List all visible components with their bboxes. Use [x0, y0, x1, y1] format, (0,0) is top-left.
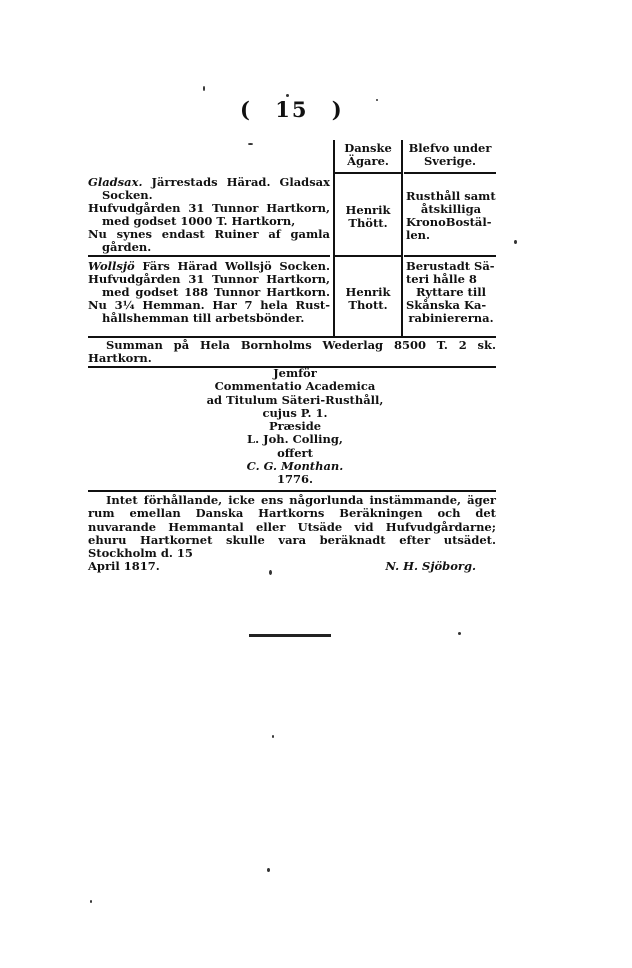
signature-line — [88, 560, 496, 573]
status-line: len. — [406, 228, 431, 242]
estate-line: Nu synes endast Ruiner af gamla — [88, 227, 330, 241]
scan-speck — [286, 94, 289, 97]
owner-line: Henrik — [345, 285, 391, 299]
estate-line: med godset 1000 T. Hartkorn, — [102, 214, 296, 228]
scan-speck — [458, 632, 461, 635]
header-status-line: Blefvo under — [408, 141, 492, 155]
estate-line: Hufvudgården 31 Tunnor Hartkorn, — [88, 272, 330, 286]
summary — [88, 339, 496, 365]
scan-speck — [269, 570, 272, 575]
owner-line: Thött. — [348, 216, 388, 230]
estate-line: Hufvudgården 31 Tunnor Hartkorn, — [88, 201, 330, 215]
header-owner-line: Ägare. — [347, 154, 389, 168]
estate-line: Socken. — [102, 188, 153, 202]
row-rule — [88, 255, 330, 257]
citation-author: C. G. Monthan. — [246, 459, 344, 474]
status-line: Ryttare till — [416, 285, 486, 299]
estate-name: Wollsjö — [88, 259, 135, 273]
status-line: teri hålle 8 — [406, 272, 477, 286]
scan-speck — [203, 86, 205, 91]
note-date: April 1817. — [88, 559, 160, 574]
column-divider-right — [401, 140, 403, 338]
status-line: Rusthåll samt — [406, 189, 496, 203]
owner-line: Thott. — [348, 298, 388, 312]
citation-line: offert — [277, 445, 313, 460]
citation-rule — [88, 490, 496, 492]
estate-line: Järrestads Härad. Gladsax — [151, 175, 330, 189]
summary-line: Summan på Hela Bornholms Wederlag 8500 T. 2 sk. — [106, 338, 496, 352]
owner-line: Henrik — [345, 203, 391, 217]
status-line: rabiniererna. — [408, 311, 494, 325]
table-row-wollsjo-estate — [88, 260, 330, 325]
estate-line: Nu 3¼ Hemman. Har 7 hela Rust- — [88, 298, 330, 312]
row-rule — [404, 255, 496, 257]
citation-line: Jemför — [273, 366, 317, 380]
header-rule — [404, 172, 496, 174]
citation-year: 1776. — [276, 472, 313, 487]
status-line: Skånska Ka- — [406, 298, 487, 312]
table-row-gladsax-status — [406, 190, 496, 242]
table-row-wollsjo-owner — [335, 286, 401, 312]
signature: N. H. Sjöborg. — [385, 559, 476, 574]
scan-speck — [376, 99, 378, 101]
citation-line: Præside — [268, 419, 322, 434]
header-owner — [335, 142, 401, 168]
table-row-gladsax-estate — [88, 176, 330, 254]
estate-line: gården. — [102, 240, 152, 254]
page-number-value: 15 — [275, 97, 309, 122]
closing-note — [88, 494, 496, 574]
paren-close: ) — [331, 97, 344, 122]
estate-line: Färs Härad Wollsjö Socken. — [142, 259, 330, 273]
header-owner-line: Danske — [344, 141, 392, 155]
page-number — [240, 97, 344, 122]
header-status — [404, 142, 496, 168]
citation-block — [150, 367, 440, 487]
citation-line: ad Titulum Säteri-Rusthåll, — [206, 392, 384, 407]
status-line: KronoBostäl- — [406, 215, 492, 229]
section-end-rule — [249, 634, 331, 637]
scan-speck — [267, 868, 270, 872]
row-rule — [335, 255, 401, 257]
summary-line: Hartkorn. — [88, 351, 152, 365]
status-line: åtskilliga — [420, 202, 482, 216]
estate-line: hållshemman till arbetsbönder. — [102, 311, 305, 325]
citation-line: Commentatio Academica — [214, 379, 376, 394]
status-line: Berustadt Sä- — [406, 259, 495, 273]
scan-speck — [272, 735, 274, 738]
scan-speck — [514, 240, 517, 244]
scan-speck — [90, 900, 92, 903]
header-status-line: Sverige. — [423, 154, 477, 168]
table-row-gladsax-owner — [335, 204, 401, 230]
table-row-wollsjo-status — [406, 260, 496, 325]
scan-speck — [248, 143, 253, 145]
header-rule — [335, 172, 401, 174]
citation-line: cujus P. 1. — [262, 405, 328, 420]
paren-open: ( — [240, 97, 252, 122]
estate-line: med godset 188 Tunnor Hartkorn. — [102, 285, 330, 299]
note-paragraph: Intet förhållande, icke ens någorlunda instämmande, äger rum emellan Danska Hartkorns Beräkningen och det nuvarande Hemmantal eller Utsäde vid Hufvudgårdarne; ehuru Hartkornet skulle vara beräknadt efter utsädet. Stockholm d. 15 — [88, 493, 496, 561]
estate-name: Gladsax. — [88, 175, 143, 189]
citation-line: L. Joh. Colling, — [247, 432, 343, 447]
